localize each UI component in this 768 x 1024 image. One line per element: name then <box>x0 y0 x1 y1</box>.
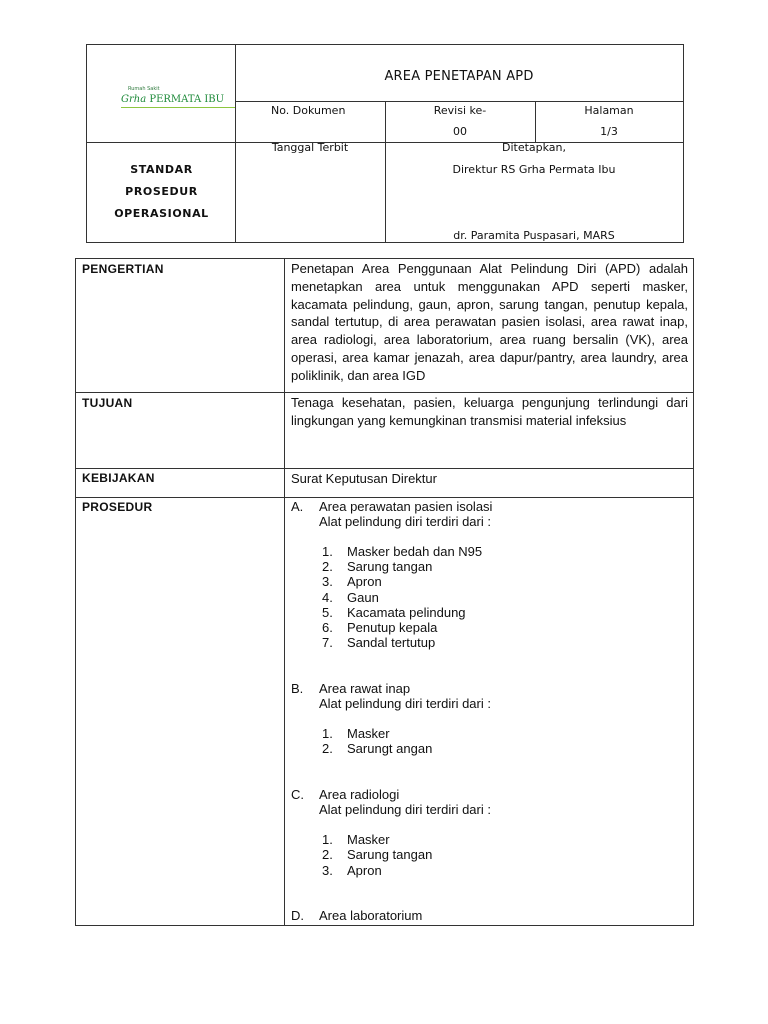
list-item-number: 5. <box>322 605 333 620</box>
list-item: Sarung tangan <box>347 559 433 574</box>
section-letter: B. <box>291 681 304 696</box>
list-item: Sarungt angan <box>347 741 433 756</box>
revisi-label: Revisi ke- <box>433 104 487 117</box>
ditetapkan-label: Ditetapkan, <box>501 141 567 154</box>
direktur-name: dr. Paramita Puspasari, MARS <box>453 229 615 242</box>
pengertian-text: Penetapan Area Penggunaan Alat Pelindung Diri (APD) adalah menetapkan area untuk menggunakan APD seperti masker, kacamata pelindung, gaun, apron, sarung tangan, penutup kepala, sandal tertutup, di area perawatan pasien isolasi, area rawat inap, area radiologi, area laboratorium, area ruang bersalin (VK), area operasi, area kamar jenazah, area dapur/pantry, area laundry, area poliklinik, dan area IGD <box>291 261 688 383</box>
list-item: Gaun <box>347 590 379 605</box>
list-item: Masker bedah dan N95 <box>347 544 483 559</box>
kebijakan-text: Surat Keputusan Direktur <box>291 471 437 486</box>
section-letter: C. <box>291 787 304 802</box>
list-item-number: 1. <box>322 544 333 559</box>
list-item-number: 1. <box>322 832 333 847</box>
section-letter: D. <box>291 908 304 923</box>
list-item: Masker <box>347 832 390 847</box>
tanggal-terbit-label: Tanggal Terbit <box>271 141 349 154</box>
document-header-table <box>86 44 684 243</box>
tujuan-text: Tenaga kesehatan, pasien, keluarga pengunjung terlindungi dari lingkungan yang kemungkinan transmisi material infeksius <box>291 395 688 428</box>
no-dokumen-label: No. Dokumen <box>271 104 346 117</box>
list-item: Sarung tangan <box>347 847 433 862</box>
direktur-label: Direktur RS Grha Permata Ibu <box>452 163 616 176</box>
sop-line-operasional: OPERASIONAL <box>114 207 209 220</box>
halaman-label: Halaman <box>584 104 634 117</box>
section-title: Area perawatan pasien isolasi <box>319 499 493 514</box>
list-item: Kacamata pelindung <box>347 605 466 620</box>
list-item: Masker <box>347 726 390 741</box>
sop-line-standar: STANDAR <box>130 163 193 176</box>
section-title: Area radiologi <box>319 787 400 802</box>
list-item: Sandal tertutup <box>347 635 436 650</box>
tujuan-label: TUJUAN <box>82 396 133 410</box>
list-item-number: 3. <box>322 863 333 878</box>
document-title: AREA PENETAPAN APD <box>384 69 534 84</box>
list-item: Apron <box>347 863 382 878</box>
section-subtitle: Alat pelindung diri terdiri dari : <box>319 514 491 529</box>
logo-crescent-icon <box>91 83 123 117</box>
section-subtitle: Alat pelindung diri terdiri dari : <box>319 696 491 711</box>
section-letter: A. <box>291 499 304 514</box>
halaman-value: 1/3 <box>600 125 618 138</box>
logo-name: Grha PERMATA IBU <box>121 94 225 105</box>
pengertian-label: PENGERTIAN <box>82 262 164 276</box>
list-item-number: 6. <box>322 620 333 635</box>
list-item: Penutup kepala <box>347 620 438 635</box>
list-item: Apron <box>347 574 382 589</box>
list-item-number: 1. <box>322 726 333 741</box>
logo-small-text: Rumah Sakit <box>128 86 160 92</box>
list-item-number: 2. <box>322 741 333 756</box>
sop-line-prosedur: PROSEDUR <box>125 185 198 198</box>
section-title: Area rawat inap <box>319 681 411 696</box>
list-item-number: 7. <box>322 635 333 650</box>
section-title: Area laboratorium <box>319 908 423 923</box>
list-item-number: 3. <box>322 574 333 589</box>
hospital-logo <box>91 79 237 123</box>
list-item-number: 2. <box>322 559 333 574</box>
kebijakan-label: KEBIJAKAN <box>82 471 155 485</box>
section-subtitle: Alat pelindung diri terdiri dari : <box>319 802 491 817</box>
sop-content-table <box>75 258 694 926</box>
prosedur-label: PROSEDUR <box>82 500 153 514</box>
list-item-number: 4. <box>322 590 333 605</box>
list-item-number: 2. <box>322 847 333 862</box>
revisi-value: 00 <box>453 125 467 138</box>
